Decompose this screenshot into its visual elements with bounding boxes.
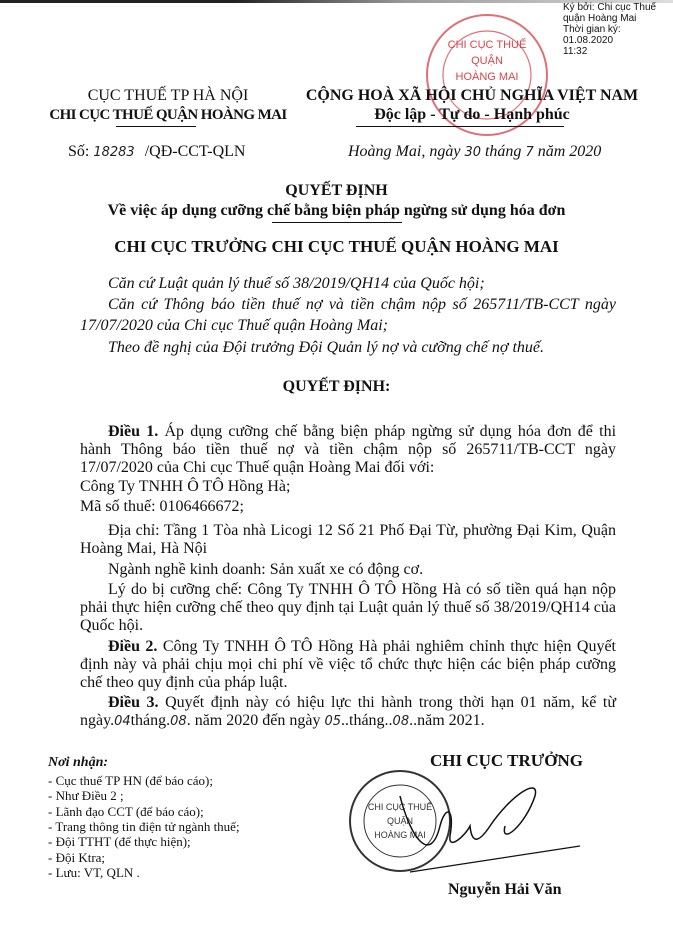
handwritten-day: 05 [324, 714, 341, 729]
article-label: Điều 1. [108, 423, 159, 440]
national-motto: Độc lập - Tự do - Hạnh phúc [374, 106, 570, 123]
handwritten-month: 08 [170, 714, 187, 729]
article-text: 17/07/2020 của Chi cục Thuế quận Hoàng Mai đối với: [80, 459, 435, 476]
article-1 [108, 423, 616, 440]
legal-basis: Căn cứ Thông báo tiền thuế nợ và tiền chậm nộp số 265711/TB-CCT ngày [108, 296, 616, 313]
document-subtitle: Về việc áp dụng cưỡng chế bằng biện pháp ngừng sử dụng hóa đơn [107, 202, 566, 219]
stamp-text: HOÀNG MAI [374, 830, 426, 840]
signer-name: Nguyễn Hải Văn [448, 881, 562, 898]
recipient-item: - Trang thông tin điện tử ngành thuế; [48, 819, 240, 834]
number-label: Số: [68, 143, 90, 160]
article-label: Điều 2. [108, 638, 158, 655]
official-seal-and-signature [340, 768, 620, 878]
signed-time: Thời gian ký: 01.08.2020 [563, 24, 621, 46]
article-text: chế theo quy định của pháp luật. [80, 674, 288, 691]
recipient-item: - Lưu: VT, QLN . [48, 865, 140, 880]
stamp-text: QUẬN [471, 55, 503, 67]
enforcement-reason: phải thực hiện cưỡng chế theo quy định tại Luật quản lý thuế số 38/2019/QH14 của [80, 599, 616, 616]
business-line: Ngành nghề kinh doanh: Sản xuất xe có động cơ. [108, 561, 424, 578]
address: Hoàng Mai, Hà Nội [80, 540, 208, 557]
agency-parent: CỤC THUẾ TP HÀ NỘI [87, 87, 249, 104]
enforcement-reason: Lý do bị cưỡng chế: Công Ty TNHH Ô TÔ Hồng Hà có số tiền quá hạn nộp [108, 581, 616, 598]
article-text: Công Ty TNHH Ô TÔ Hồng Hà phải nghiêm chỉnh thực hiện Quyết [162, 638, 617, 655]
divider [116, 126, 196, 127]
stamp-text: HOÀNG MAI [455, 71, 519, 83]
number-code: /QĐ-CCT-QLN [144, 143, 246, 160]
handwritten-month: 08 [392, 714, 410, 729]
enforcement-reason: Quốc hội. [80, 617, 144, 634]
signer-title: CHI CỤC TRƯỞNG [430, 751, 584, 770]
recipient-item: - Đội TTHT (để thực hiện); [48, 834, 191, 849]
article-label: Điều 3. [108, 694, 159, 711]
handwritten-number: 18283 [93, 145, 135, 160]
divider [272, 222, 402, 223]
legal-basis: 17/07/2020 của Chi cục Thuế quận Hoàng Mai; [80, 317, 388, 334]
divider [356, 126, 564, 127]
recipient-item: - Như Điều 2 ; [48, 788, 124, 803]
article-text: Quyết định này có hiệu lực thi hành trong thời hạn 01 năm, kể từ [165, 694, 616, 711]
article-text: định này và phải chịu mọi chi phí về việc tổ chức thực hiện các biện pháp cưỡng [80, 656, 616, 673]
issue-date [348, 143, 601, 162]
address: Địa chỉ: Tầng 1 Tòa nhà Licogi 12 Số 21 Phố Đại Từ, phường Đại Kim, Quận [108, 522, 616, 539]
article-3 [108, 694, 616, 711]
stamp-text: CHI CỤC THUẾ [367, 802, 433, 812]
recipients-heading: Nơi nhận: [48, 755, 109, 770]
date-text: ngày. [80, 712, 115, 729]
digital-signature-info [563, 2, 673, 57]
article-text: Áp dụng cưỡng chế bằng biện pháp ngừng sử dụng hóa đơn để thi [164, 423, 617, 440]
issuing-authority: CHI CỤC TRƯỞNG CHI CỤC THUẾ QUẬN HOÀNG MAI [114, 237, 559, 256]
company-name: Công Ty TNHH Ô TÔ Hồng Hà; [80, 478, 291, 495]
signed-clock: 11:32 [563, 46, 588, 57]
handwritten-month: 7 [525, 145, 534, 160]
stamp-text: QUẬN [386, 816, 414, 826]
recipient-item: - Đội Ktra; [48, 850, 106, 865]
stamp-text: CHI CỤC THUẾ [447, 39, 527, 51]
tax-code: Mã số thuế: 0106466672; [80, 498, 244, 515]
article-text: hành Thông báo tiền thuế nợ và tiền chậm nộp số 265711/TB-CCT ngày [80, 441, 616, 458]
date-text: năm 2020 [537, 143, 602, 160]
handwritten-day: 30 [464, 145, 481, 160]
handwritten-day: 04 [114, 714, 131, 729]
date-text: tháng. [130, 712, 171, 729]
agency-name: CHI CỤC THUẾ QUẬN HOÀNG MAI [49, 107, 287, 123]
date-text: tháng [484, 143, 522, 160]
document-title: QUYẾT ĐỊNH [285, 182, 388, 199]
legal-basis: Căn cứ Luật quản lý thuế số 38/2019/QH14 của Quốc hội; [108, 275, 485, 292]
date-text: . năm 2020 đến ngày [186, 712, 325, 729]
document-number [68, 143, 245, 162]
signed-by-org: quận Hoàng Mai [563, 13, 637, 24]
country-name: CỘNG HOÀ XÃ HỘI CHỦ NGHĨA VIỆT NAM [305, 87, 639, 104]
recipient-item: - Cục thuế TP HN (để báo cáo); [48, 773, 213, 788]
article-2 [108, 638, 616, 655]
date-text: ..tháng.. [341, 712, 393, 729]
date-text: ..năm 2021. [409, 712, 485, 729]
date-text: Hoàng Mai, ngày [348, 143, 461, 160]
legal-basis: Theo đề nghị của Đội trưởng Đội Quản lý nợ và cưỡng chế nợ thuế. [108, 339, 544, 356]
validity-period [80, 712, 485, 730]
recipient-item: - Lãnh đạo CCT (để báo cáo); [48, 804, 204, 819]
signed-by: Ký bởi: Chi cục Thuế [563, 2, 657, 13]
decision-heading: QUYẾT ĐỊNH: [282, 378, 391, 395]
